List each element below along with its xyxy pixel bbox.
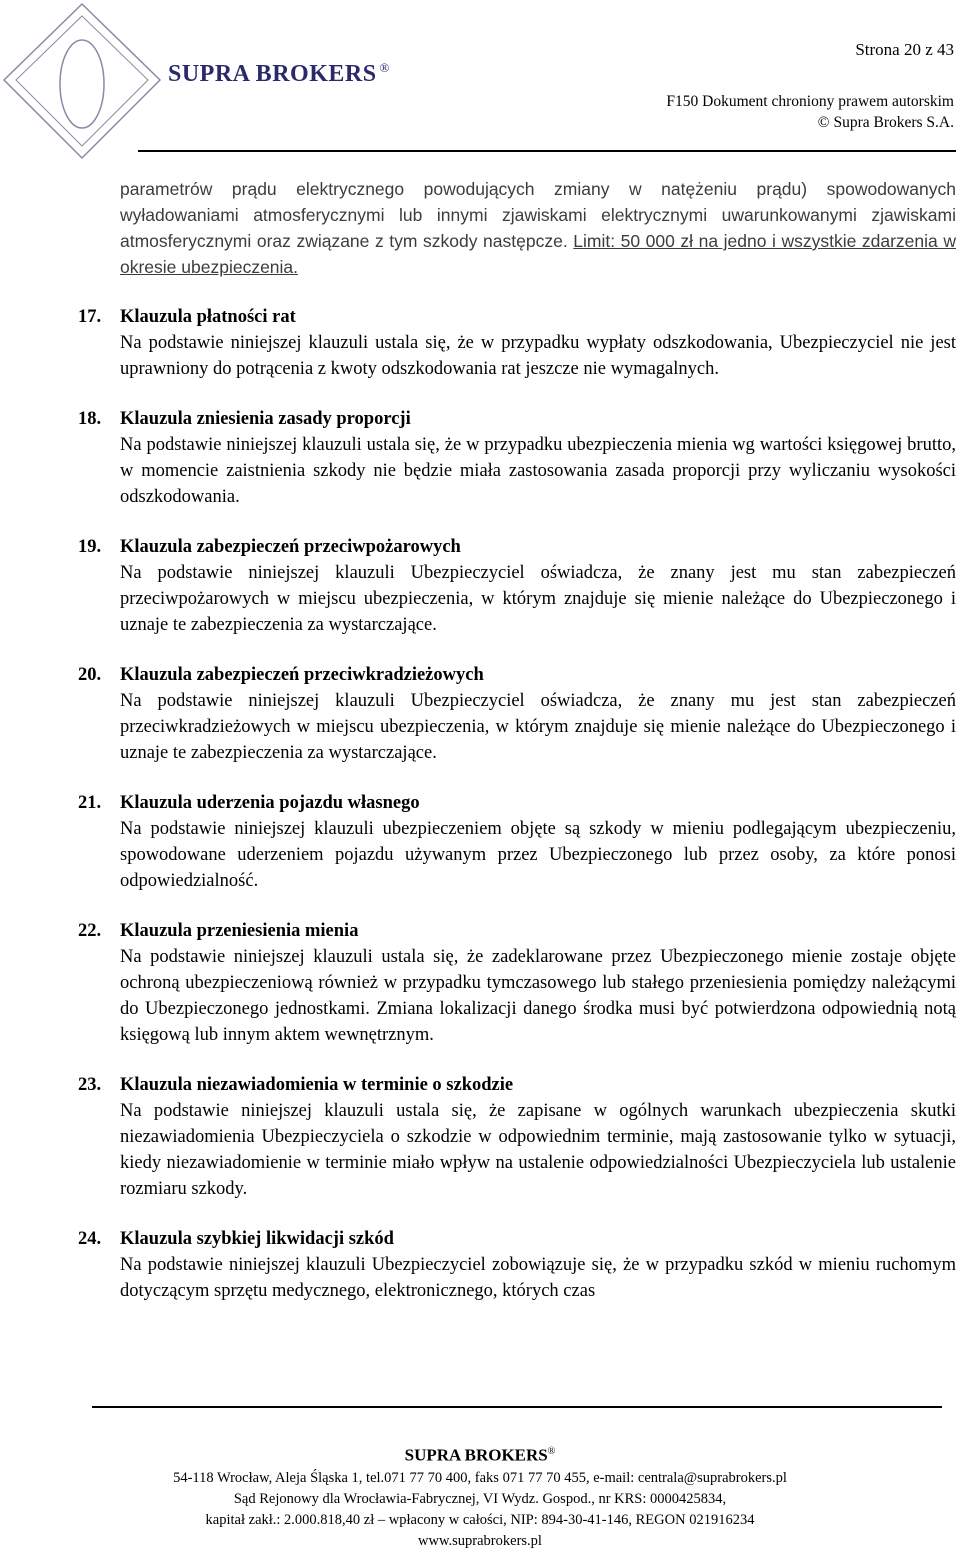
clause-body: Na podstawie niniejszej klauzuli Ubezpieczyciel oświadcza, że znany jest mu stan zabezpieczeń przeciwpożarowych w miejscu ubezpieczenia, w którym znajduje się mienie należące do Ubezpieczonego i uznaje te zabezpieczenia za wystarczające.: [120, 563, 956, 635]
clause-item: [78, 1226, 956, 1304]
clause-title: Klauzula przeniesienia mienia: [120, 921, 359, 941]
clause-title: Klauzula płatności rat: [120, 307, 296, 327]
clause-number: 19.: [78, 537, 102, 557]
clause-body: Na podstawie niniejszej klauzuli ustala się, że zadeklarowane przez Ubezpieczonego mienie zostaje objęte ochroną ubezpieczeniową również w przypadku tymczasowego lub stałego przeniesienia pomiędzy należącymi do Ubezpieczonego jednostkami. Zmiana lokalizacji danego środka musi być potwierdzona odpowiednią notą księgową lub innym aktem wewnętrznym.: [120, 947, 956, 1045]
clause-item: [78, 406, 956, 510]
clause-item: [78, 304, 956, 382]
document-body: [78, 176, 956, 1304]
clause-title: Klauzula zabezpieczeń przeciwpożarowych: [120, 537, 461, 557]
clause-item: [78, 662, 956, 766]
clause-body: Na podstawie niniejszej klauzuli ustala się, że w przypadku ubezpieczenia mienia wg wartości księgowej brutto, w momencie zaistnienia szkody nie będzie miała zastosowania zasada proporcji przy wyliczaniu wysokości odszkodowania.: [120, 435, 956, 507]
page-number: Strona 20 z 43: [855, 40, 954, 59]
clause-title: Klauzula niezawiadomienia w terminie o szkodzie: [120, 1075, 514, 1095]
clause-body: Na podstawie niniejszej klauzuli Ubezpieczyciel zobowiązuje się, że w przypadku szkód w mieniu ruchomym dotyczącym sprzętu medycznego, elektronicznego, których czas: [120, 1255, 956, 1301]
clause-number: 22.: [78, 921, 102, 941]
clause-number: 21.: [78, 793, 102, 813]
clause-number: 23.: [78, 1075, 102, 1095]
brand-name: SUPRA BROKERS ®: [168, 60, 390, 87]
footer: [0, 1440, 960, 1552]
footer-divider: [92, 1406, 942, 1408]
footer-website: www.suprabrokers.pl: [418, 1532, 542, 1549]
clause-item: [78, 534, 956, 638]
clause-number: 24.: [78, 1229, 102, 1249]
footer-brand: SUPRA BROKERS®: [404, 1445, 556, 1465]
footer-court: Sąd Rejonowy dla Wrocławia-Fabrycznej, VI Wydz. Gospod., nr KRS: 0000425834,: [233, 1490, 727, 1507]
clause-number: 18.: [78, 409, 102, 429]
clause-item: [78, 918, 956, 1048]
copyright-line-2: © Supra Brokers S.A.: [817, 114, 954, 131]
clauses-list: [78, 304, 956, 1304]
clause-title: Klauzula uderzenia pojazdu własnego: [120, 793, 420, 813]
copyright-line-1: F150 Dokument chroniony prawem autorskim: [666, 93, 954, 110]
clause-title: Klauzula zniesienia zasady proporcji: [120, 409, 411, 429]
footer-capital: kapitał zakł.: 2.000.818,40 zł – wpłacony w całości, NIP: 894-30-41-146, REGON 021916234: [205, 1511, 755, 1528]
clause-body: Na podstawie niniejszej klauzuli ustala się, że w przypadku wypłaty odszkodowania, Ubezpieczyciel nie jest uprawniony do potrącenia z kwoty odszkodowania rat jeszcze nie wymagalnych.: [120, 333, 956, 379]
clause-title: Klauzula szybkiej likwidacji szkód: [120, 1229, 394, 1249]
clause-item: [78, 790, 956, 894]
clause-body: Na podstawie niniejszej klauzuli Ubezpieczyciel oświadcza, że znany mu jest stan zabezpieczeń przeciwkradzieżowych w miejscu ubezpieczenia, w którym znajduje się mienie należące do Ubezpieczonego i uznaje te zabezpieczenia za wystarczające.: [120, 691, 956, 763]
clause-body: Na podstawie niniejszej klauzuli ubezpieczeniem objęte są szkody w mieniu podlegającym ubezpieczeniu, spowodowane uderzeniem pojazdu używanym przez Ubezpieczonego lub przez osoby, za które ponosi odpowiedzialność.: [120, 819, 956, 891]
clause-item: [78, 1072, 956, 1202]
clause-body: Na podstawie niniejszej klauzuli ustala się, że zapisane w ogólnych warunkach ubezpieczenia skutki niezawiadomienia Ubezpieczyciela o szkodzie w odpowiednim terminie, mają zastosowanie tylko w sytuacji, kiedy niezawiadomienie w terminie miało wpływ na ustalenie odpowiedzialności Ubezpieczyciela lub ustalenie rozmiaru szkody.: [120, 1101, 956, 1199]
header-divider: [138, 150, 956, 152]
clause-title: Klauzula zabezpieczeń przeciwkradzieżowych: [120, 665, 484, 685]
supra-brokers-logo-icon: [0, 0, 170, 170]
clause-number: 20.: [78, 665, 102, 685]
limit-note: Limit: 50 000 zł na jedno i wszystkie zdarzenia w okresie ubezpieczenia.: [120, 231, 956, 277]
footer-address: 54-118 Wrocław, Aleja Śląska 1, tel.071 77 70 400, faks 071 77 70 455, e-mail: centrala@suprabrokers.pl: [173, 1469, 787, 1486]
clause-number: 17.: [78, 307, 102, 327]
copyright-note: [666, 91, 954, 133]
intro-paragraph: parametrów prądu elektrycznego powodujących zmiany w natężeniu prądu) spowodowanych wyładowaniami atmosferycznymi lub innymi zjawiskami elektrycznymi uwarunkowanymi zjawiskami atmosferycznymi oraz związane z tym szkody następcze. Limit: 50 000 zł na jedno i wszystkie zdarzenia w okresie ubezpieczenia.: [120, 179, 956, 277]
